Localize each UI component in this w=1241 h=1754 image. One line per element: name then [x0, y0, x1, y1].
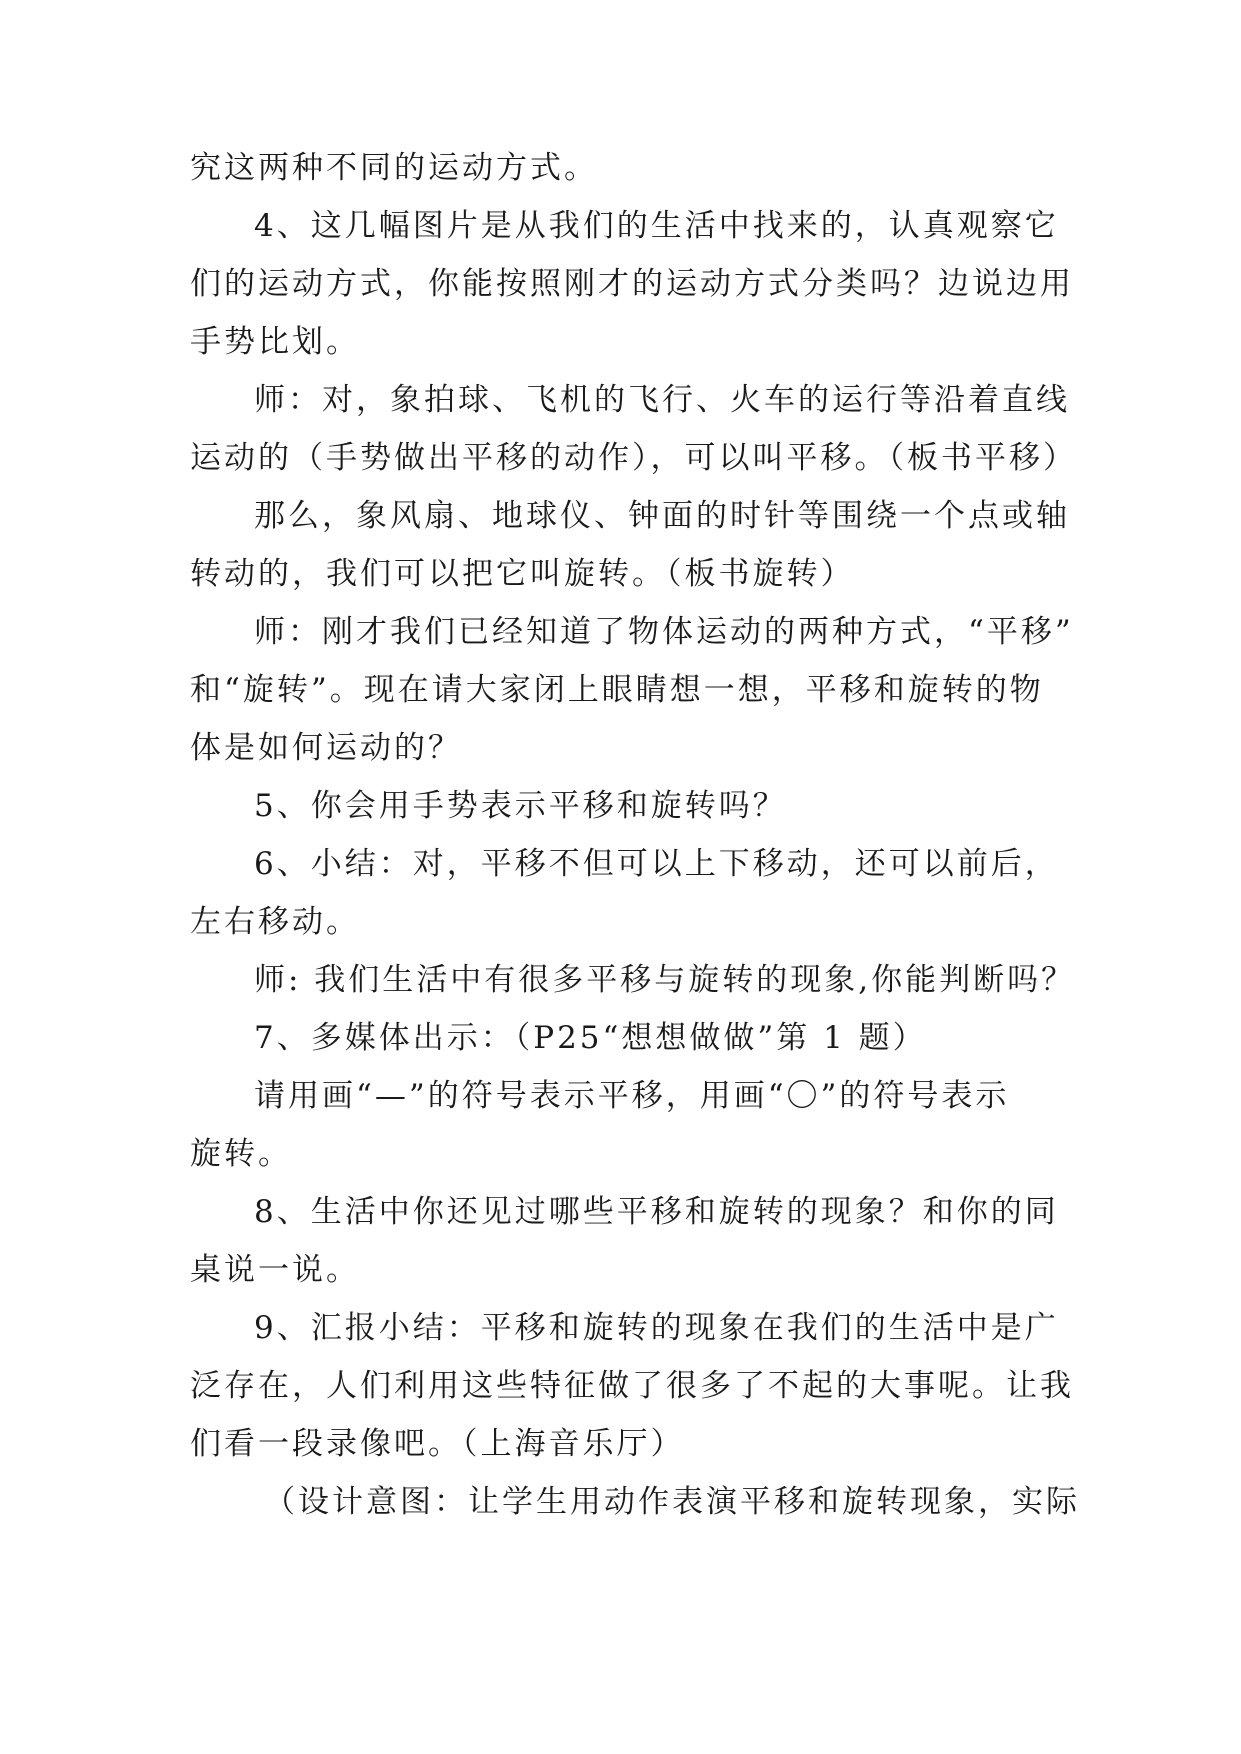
paragraph-line: 9、汇报小结：平移和旋转的现象在我们的生活中是广 — [254, 1310, 1059, 1346]
paragraph-line: 究这两种不同的运动方式。 — [190, 150, 598, 186]
paragraph-line: （设计意图：让学生用动作表演平移和旋转现象，实际 — [264, 1484, 1080, 1520]
paragraph-line: 7、多媒体出示：（P25“想想做做”第 1 题） — [254, 1020, 927, 1056]
paragraph-line: 师: 我们生活中有很多平移与旋转的现象,你能判断吗？ — [254, 962, 1076, 998]
paragraph-line: 师：刚才我们已经知道了物体运动的两种方式，“平移” — [254, 614, 1074, 650]
paragraph-line: 们的运动方式，你能按照刚才的运动方式分类吗？边说边用 — [190, 266, 1074, 302]
paragraph-line: 请用画“—”的符号表示平移，用画“〇”的符号表示 — [254, 1078, 1010, 1114]
paragraph-line: 4、这几幅图片是从我们的生活中找来的，认真观察它 — [254, 208, 1059, 244]
paragraph-line: 左右移动。 — [190, 904, 360, 940]
paragraph-line: 桌说一说。 — [190, 1252, 360, 1288]
paragraph-line: 8、生活中你还见过哪些平移和旋转的现象？和你的同 — [254, 1194, 1059, 1230]
paragraph-line: 那么，象风扇、地球仪、钟面的时针等围绕一个点或轴 — [254, 498, 1070, 534]
paragraph-line: 手势比划。 — [190, 324, 360, 360]
paragraph-line: 转动的，我们可以把它叫旋转。（板书旋转） — [190, 556, 855, 592]
paragraph-line: 5、你会用手势表示平移和旋转吗？ — [254, 788, 787, 824]
paragraph-line: 体是如何运动的？ — [190, 730, 462, 766]
paragraph-line: 师：对，象拍球、飞机的飞行、火车的运行等沿着直线 — [254, 382, 1070, 418]
paragraph-line: 6、小结：对，平移不但可以上下移动，还可以前后， — [254, 846, 1059, 882]
paragraph-line: 旋转。 — [190, 1136, 292, 1172]
paragraph-line: 们看一段录像吧。（上海音乐厅） — [190, 1426, 685, 1462]
paragraph-line: 泛存在，人们利用这些特征做了很多了不起的大事呢。让我 — [190, 1368, 1074, 1404]
paragraph-line: 运动的（手势做出平移的动作），可以叫平移。（板书平移） — [190, 440, 1077, 476]
paragraph-line: 和“旋转”。现在请大家闭上眼睛想一想，平移和旋转的物 — [190, 672, 1044, 708]
